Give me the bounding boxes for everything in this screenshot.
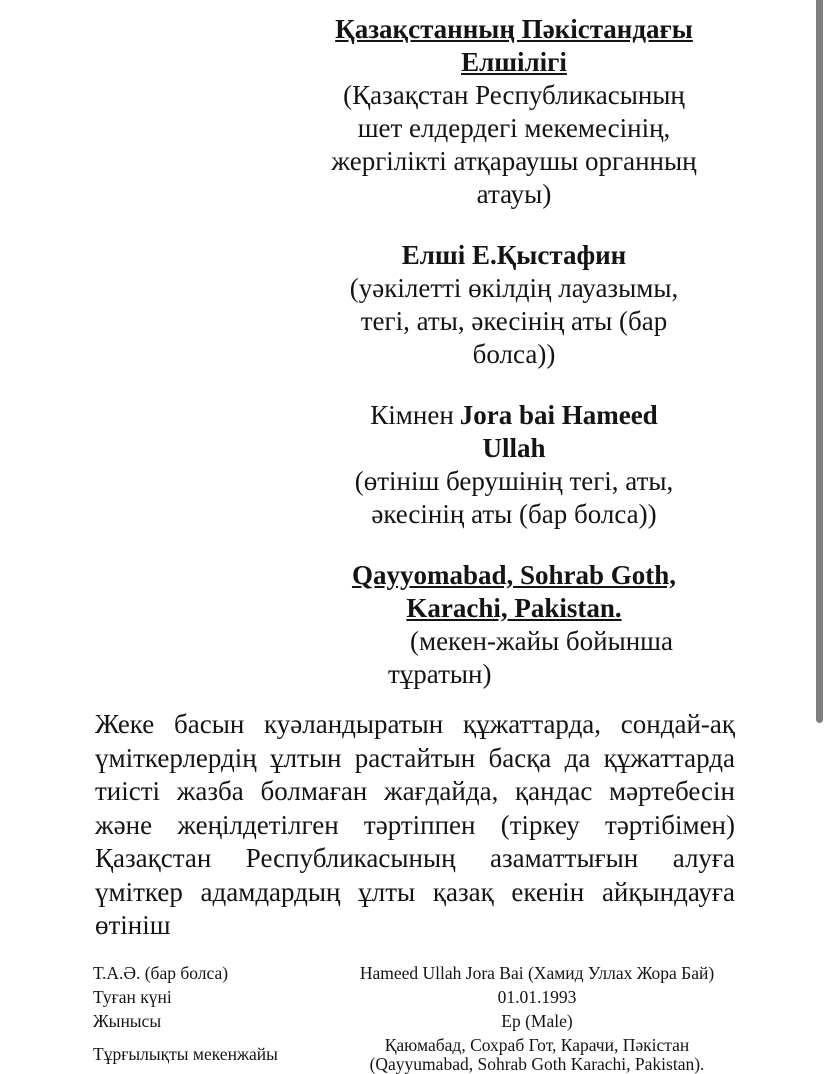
row-value-sex: Ер (Male) — [501, 1010, 573, 1031]
text-line: жергілікті атқараушы органның — [331, 146, 697, 176]
text-line: Қазақстанның Пәкістандағы — [335, 14, 693, 44]
applicant-caption — [300, 465, 728, 531]
row-value-birth-date: 01.01.1993 — [497, 986, 577, 1007]
text-line: (өтініш берушінің тегі, аты, — [354, 466, 674, 496]
applicant-name-part2: Ullah — [482, 433, 546, 463]
text-line: тегі, аты, әкесінің аты (бар — [360, 306, 668, 336]
text-line — [300, 399, 728, 432]
scrollbar-thumb[interactable] — [816, 0, 823, 723]
text-line: әкесінің аты (бар болса)) — [371, 499, 657, 529]
text-line: (мекен-жайы бойынша — [410, 626, 673, 656]
ambassador-name — [300, 239, 728, 272]
applicant-address — [300, 559, 728, 625]
embassy-caption — [300, 79, 728, 211]
table-row — [93, 1012, 733, 1031]
applicant-details-table — [93, 964, 733, 1074]
text-line: Елшілігі — [461, 47, 567, 77]
row-value-residence — [341, 1036, 733, 1074]
table-row — [93, 988, 733, 1007]
row-label-sex: Жынысы — [93, 1010, 162, 1031]
row-value-full-name: Hameed Ullah Jora Bai (Хамид Уллах Жора Бай) — [359, 962, 715, 983]
table-row — [93, 964, 733, 983]
text-line: атауы) — [476, 179, 552, 209]
text-line: Qayyomabad, Sohrab Goth, — [351, 560, 677, 590]
text-line: Karachi, Pakistan. — [406, 593, 622, 623]
address-caption — [300, 625, 728, 691]
applicant-name-part1: Jora bai Hameed — [459, 400, 658, 430]
applicant-name — [300, 399, 728, 465]
embassy-title — [300, 13, 728, 79]
text-line: болса)) — [472, 339, 556, 369]
text-line: тұратын) — [388, 659, 492, 689]
text-line: (Қазақстан Республикасының — [343, 80, 685, 110]
residence-line-english: (Qayyumabad, Sohrab Goth Karachi, Pakistan). — [369, 1053, 705, 1074]
ambassador-caption — [300, 272, 728, 371]
row-label-residence: Тұрғылықты мекенжайы — [93, 1044, 278, 1064]
row-label-full-name: Т.А.Ә. (бар болса) — [93, 962, 229, 983]
application-statement: Жеке басын куәландыратын құжаттарда, сондай-ақ үміткерлердің ұлтын растайтын басқа да құжаттарда тиісті жазба болмаған жағдайда, қандас мәртебесін және жеңілдетілген тәртіппен (тіркеу тәртібімен) Қазақстан Республикасының азаматтығын алуға үміткер адамдардың ұлты қазақ екенін айқындауға өтініш — [95, 709, 735, 940]
from-label: Кімнен — [370, 400, 454, 430]
text-line: (уәкілетті өкілдің лауазымы, — [349, 273, 679, 303]
text-line: Елші Е.Қыстафин — [401, 240, 627, 270]
residence-line-kazakh: Қаюмабад, Сохраб Гот, Карачи, Пәкістан — [384, 1034, 690, 1055]
table-row — [93, 1036, 733, 1074]
text-line: шет елдердегі мекемесінің, — [357, 113, 671, 143]
row-label-birth-date: Туған күні — [93, 986, 172, 1007]
